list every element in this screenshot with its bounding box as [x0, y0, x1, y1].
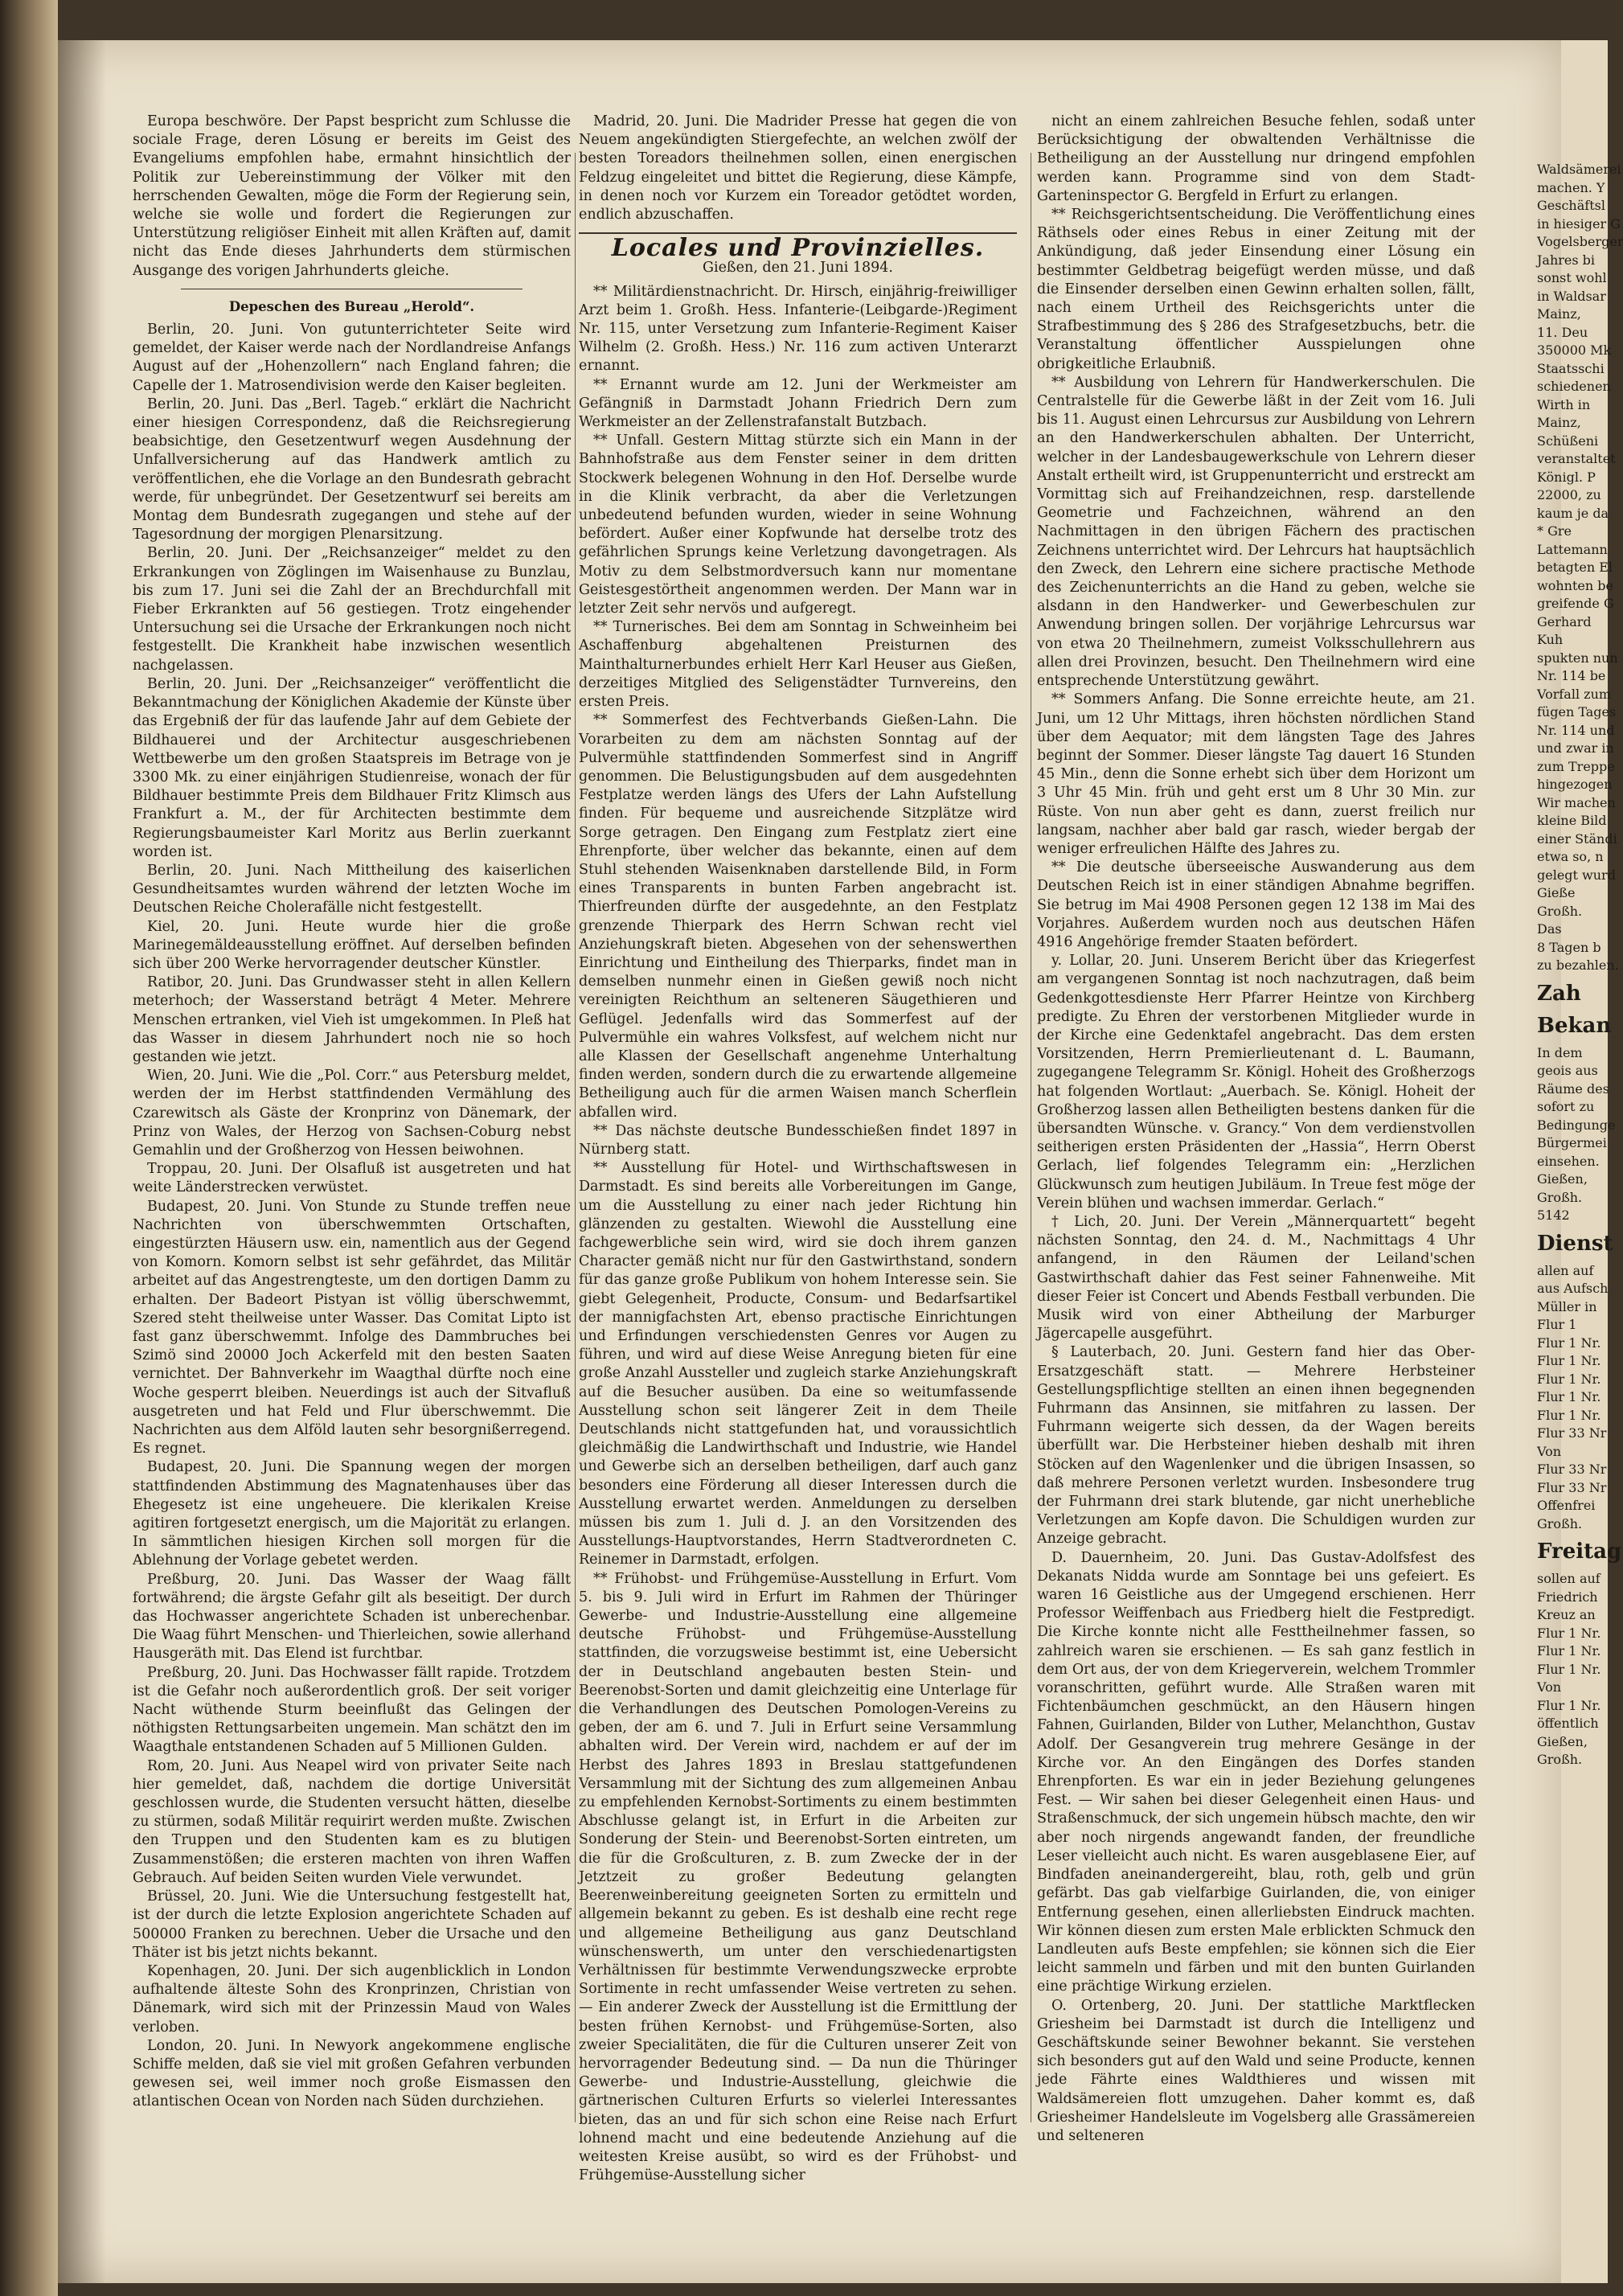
- fragment-line: Offenfrei: [1537, 1498, 1596, 1513]
- fragment-line: Nr. 114 und: [1537, 722, 1615, 738]
- fragment-line: Flur 1 Nr.: [1537, 1353, 1601, 1368]
- fragment-line: zum Treppe: [1537, 758, 1615, 774]
- fragment-line: Bekan: [1537, 1013, 1612, 1038]
- section-title: Locales und Provinzielles.: [611, 234, 985, 263]
- fragment-line: Lattemann: [1537, 541, 1608, 557]
- fragment-line: Freitag: [1537, 1540, 1622, 1564]
- fragment-line: kleine Bild: [1537, 813, 1607, 828]
- column-divider: [575, 153, 576, 2122]
- news-item: ** Das nächste deutsche Bundesschießen findet 1897 in Nürnberg statt.: [579, 1122, 1017, 1158]
- fragment-line: Flur 33 Nr: [1537, 1462, 1607, 1477]
- section-heading: Depeschen des Bureau „Herold“.: [228, 298, 475, 314]
- fragment-line: Friedrich: [1537, 1589, 1598, 1605]
- news-item: ** Militärdienstnachricht. Dr. Hirsch, einjährig-freiwilliger Arzt beim 1. Großh. Hess. Infanterie-(Leibgarde-)Regiment Nr. 115, unter Versetzung zum Infanterie-Regiment Kaiser Wilhelm (2. Großh. Hess.) Nr. 116 zum activen Unterarzt ernannt.: [579, 283, 1017, 375]
- fragment-line: Großh.: [1537, 1515, 1583, 1531]
- column-3: [1037, 113, 1475, 2146]
- dispatch-item: Madrid, 20. Juni. Die Madrider Presse hat gegen die von Neuem angekündigten Stiergefechte, an welchen zwölf der besten Toreadors theilnehmen sollen, einen energischen Feldzug eingeleitet und bittet die Regierung, diese Kämpfe, in denen noch vor Kurzem ein Toreador getödtet worden, endlich abzuschaffen.: [579, 113, 1017, 223]
- news-item: ** Ausstellung für Hotel- und Wirthschaftswesen in Darmstadt. Es sind bereits alle Vorbereitungen im Gange, um die Ausstellung zu einer nach jeder Richtung hin glänzenden zu gestalten. Wiewohl die Ausstellung eine fachgewerbliche sein wird, wird sie doch ihrem ganzen Character gemäß nicht nur für den Gastwirthstand, sondern für das ganze große Publikum von hohem Interesse sein. Sie giebt Gelegenheit, Producte, Consum- und Bedarfsartikel der mannigfachsten Art, ebenso practische Einrichtungen und Erfindungen verschiedensten Genres vor Augen zu führen, und wird auf diese Weise Anregung bieten für eine große Anzahl Aussteller und zugleich starke Anziehungskraft auf die Besucher ausüben. Da eine so weitumfassende Ausstellung schon seit längerer Zeit in dem Theile Deutschlands nicht stattgefunden hat, und voraussichtlich gleichmäßig die Landwirthschaft und Industrie, wie Handel und Gewerbe sich an derselben betheiligen, darf auch ganz besonders eine Förderung all dieser Interessen durch die Ausstellung erwartet werden. Anmeldungen zu derselben müssen bis zum 1. Juli d. J. an den Vorsitzenden des Ausstellungs-Hauptvorstandes, Herrn Stadtverordneten C. Reinemer in Darmstadt, erfolgen.: [579, 1160, 1017, 1568]
- fragment-line: spukten nun: [1537, 650, 1618, 666]
- news-item: ** Ernannt wurde am 12. Juni der Werkmeister am Gefängniß in Darmstadt Johann Friedrich Dern zum Werkmeister an der Zellenstrafanstalt Butzbach.: [579, 376, 1017, 431]
- gutter-shadow: [58, 40, 106, 2283]
- fragment-line: Flur 1 Nr.: [1537, 1625, 1601, 1641]
- news-item: ** Unfall. Gestern Mittag stürzte sich ein Mann in der Bahnhofstraße aus dem Fenster seiner in dem dritten Stockwerk belegenen Wohnung in den Hof. Derselbe wurde in die Klinik verbracht, da aber die Verletzungen unbedeutend befunden wurden, wieder in seine Wohnung befördert. Außer einer Kopfwunde hat derselbe trotz des gefährlichen Sprungs keine Verletzung davongetragen. Als Motiv zu dem Selbstmordversuch kann nur momentane Geistesgestörtheit angenommen werden. Der Mann war in letzter Zeit sehr nervös und aufgeregt.: [579, 433, 1017, 617]
- column-1: [133, 113, 571, 2112]
- fragment-line: Müller in: [1537, 1298, 1597, 1314]
- news-item: ** Sommerfest des Fechtverbands Gießen-Lahn. Die Vorarbeiten zu dem am nächsten Sonntag auf der Pulvermühle stattfindenden Sommerfest sind in Angriff genommen. Die Belustigungsbuden auf dem ausgedehnten Festplatze werden längs des Ufers der Lahn Aufstellung finden. Für bequeme und ausreichende Sitzplätze wird Sorge getragen. Den Eingang zum Festplatz ziert eine Ehrenpforte, über welcher das bekannte, einen auf dem Stuhl stehenden Waisenknaben darstellende Bild, in Form eines Transparents in bunten Farben angebracht ist. Thierfreunden dürfte der ausgedehnte, an den Festplatz grenzende Thierpark des Herrn Schwan recht viel Anziehungskraft bieten. Abgesehen von der sehenswerthen Einrichtung und Eintheilung des Thierparks, findet man in demselben nunmehr einen in Gießen gewiß noch nicht vereinigten Reichthum an selteneren Säugethieren und Geflügel. Jedenfalls wird das Sommerfest auf der Pulvermühle ein wahres Volksfest, auf welchem nicht nur alle Klassen der Gesellschaft angenehme Unterhaltung finden werden, sondern durch die zu erwartende allgemeine Betheiligung auch für die armen Waisen manch Scherflein abfallen wird.: [579, 712, 1017, 1121]
- fragment-line: zu bezahlen.: [1537, 957, 1619, 973]
- fragment-line: Flur 1 Nr.: [1537, 1335, 1601, 1351]
- news-item: ** Ausbildung von Lehrern für Handwerkerschulen. Die Centralstelle für die Gewerbe läßt in der Zeit vom 16. Juli bis 11. August einen Lehrcursus zur Ausbildung von Lehrern an den Handwerkerschulen abhalten. Der Unterricht, welcher in der Landesbaugewerkschule von Lehrern dieser Anstalt ertheilt wird, ist Gruppenunterricht und erstreckt am Vormittag sich auf Freihandzeichnen, resp. darstellende Geometrie und Fachzeichnen, während an den Nachmittagen in den übrigen Fächern des practischen Zeichnens unterrichtet wird. Der Lehrcurs hat hauptsächlich den Zweck, den Lehrern eine sichere practische Methode des Zeichenunterrichts an die Hand zu geben, welche sie alsdann in den Handwerker- und Gewerbeschulen zur Anwendung bringen sollen. Der vorjährige Lehrcursus war von etwa 20 Theilnehmern, zumeist Volksschullehrern aus allen drei Provinzen, besucht. Den Theilnehmern wird eine entsprechende Unterstützung gewährt.: [1037, 374, 1475, 690]
- fragment-line: hingezogen: [1537, 777, 1613, 792]
- fragment-line: Schüßeni: [1537, 433, 1599, 449]
- fragment-line: Bürgermei: [1537, 1135, 1607, 1150]
- dispatch-item: Preßburg, 20. Juni. Das Wasser der Waag fällt fortwährend; die ärgste Gefahr gilt als beseitigt. Der durch das Hochwasser angerichtete Schaden ist unberechenbar. Die Waag führt Menschen- und Thierleichen, sowie allerhand Hausgeräth mit. Das Elend ist furchtbar.: [133, 1571, 571, 1663]
- dispatch-item: Preßburg, 20. Juni. Das Hochwasser fällt rapide. Trotzdem ist die Gefahr noch außerordentlich groß. Der seit voriger Nacht wüthende Sturm beeinflußt das Gelingen der nöthigsten Rettungsarbeiten ungemein. Man schätzt den im Waagthale entstandenen Schaden auf 5 Millionen Gulden.: [133, 1664, 571, 1756]
- fragment-line: Flur 33 Nr: [1537, 1425, 1607, 1441]
- dispatch-item: London, 20. Juni. In Newyork angekommene englische Schiffe melden, daß sie viel mit großen Gefahren verbunden gewesen sei, weil immer noch große Eismassen den atlantischen Ocean von Norden nach Süden durchziehen.: [133, 2037, 571, 2110]
- article-text: Europa beschwöre. Der Papst bespricht zum Schlusse die sociale Frage, deren Lösung er bereits im Geist des Evangeliums empfohlen habe, ermahnt hinsichtlich der Politik zur Uebereinstimmung der Völker mit den herrschenden Gewalten, möge die Form der Regierung sein, welche sie wolle und fordert die Regierungen zur Unterstützung religiöser Einheit mit allen Kräften auf, damit nicht das Ende dieses Jahrhunderts dem stürmischen Ausgange des vorigen Jahrhunderts gleiche.: [133, 113, 571, 279]
- fragment-line: Das: [1537, 921, 1562, 937]
- news-item: § Lauterbach, 20. Juni. Gestern fand hier das Ober-Ersatzgeschäft statt. — Mehrere Herbsteiner Gestellungspflichtige stellten an einen ihnen begegnenden Fuhrmann das Ansinnen, sie mitfahren zu lassen. Der Fuhrmann weigerte sich dessen, da der Wagen bereits überfüllt war. Die Herbsteiner hieben deshalb mit ihren Stöcken auf den Wagenlenker und die übrigen Insassen, so daß mehrere Personen verletzt wurden. Insbesondere trug der Fuhrmann drei stark blutende, gar nicht unerhebliche Verletzungen am Kopfe davon. Die Schuldigen wurden zur Anzeige gebracht.: [1037, 1344, 1475, 1548]
- dispatch-item: Kopenhagen, 20. Juni. Der sich augenblicklich in London aufhaltende älteste Sohn des Kronprinzen, Christian von Dänemark, wird sich mit der Prinzessin Maud von Wales verloben.: [133, 1962, 571, 2036]
- fragment-line: Gießen,: [1537, 1733, 1588, 1749]
- fragment-line: 8 Tagen b: [1537, 939, 1601, 955]
- fragment-line: 22000, zu: [1537, 487, 1601, 502]
- dispatch-item: Ratibor, 20. Juni. Das Grundwasser steht in allen Kellern meterhoch; der Wasserstand beträgt 4 Meter. Mehrere Menschen ertranken, viel Vieh ist umgekommen. In Pleß hat das Wasser in diesem Jahrhundert noch nie so hoch gestanden wie jetzt.: [133, 974, 571, 1065]
- dateline: Gießen, den 21. Juni 1894.: [703, 260, 893, 277]
- book-fore-edge: [0, 0, 58, 2296]
- fragment-line: Flur 1 Nr.: [1537, 1661, 1601, 1677]
- fragment-line: gelegt wurd: [1537, 867, 1616, 883]
- local-news-list: [1037, 113, 1475, 2146]
- fragment-line: Von: [1537, 1443, 1562, 1459]
- fragment-line: wohnten be: [1537, 577, 1613, 593]
- fragment-line: Vogelsberger: [1537, 234, 1623, 249]
- fragment-line: * Gre: [1537, 523, 1572, 539]
- fragment-line: Kuh: [1537, 632, 1564, 647]
- fragment-line: etwa so, n: [1537, 849, 1604, 864]
- fragment-line: veranstaltet: [1537, 451, 1616, 466]
- local-news-list: [579, 283, 1017, 2186]
- news-item: D. Dauernheim, 20. Juni. Das Gustav-Adolfsfest des Dekanats Nidda wurde am Sonntage bei uns gefeiert. Es waren 16 Geistliche aus der Umgegend erschienen. Herr Professor Weiffenbach aus Friedberg hielt die Festpredigt. Die Kirche konnte nicht alle Festtheilnehmer fassen, so zahlreich waren sie erschienen. — Es sah ganz festlich in dem Ort aus, der von dem Kriegerverein, welchem Trommler voranschritten, geführt wurde. Alle Straßen waren mit Fichtenbäumchen geschmückt, an den Häusern hingen Fahnen, Guirlanden, Bilder von Luther, Melanchthon, Gustav Adolf. Der Gesangverein trug mehrere Gesänge in der Kirche vor. An den Eingängen des Dorfes standen Ehrenpforten. Es war ein in jeder Beziehung gelungenes Fest. — Wir sahen bei dieser Gelegenheit einen Haus- und Straßenschmuck, der sich ungemein hübsch machte, den wir aber noch nirgends angewandt fanden, der freundliche Leser vielleicht auch nicht. Es waren ausgeblasene Eier, auf Bindfaden aneinandergereiht, blau, roth, gelb und grün gefärbt. Das gab vielfarbige Guirlanden, die, von einiger Entfernung gesehen, einen allerliebsten Eindruck machten. Wir können diesen zum ersten Male erblickten Schmuck den Landleuten aufs Beste empfehlen; sie können sich die Eier leicht sammeln und färben und mit den bunten Guirlanden eine prächtige Wirkung erzielen.: [1037, 1549, 1475, 1995]
- fragment-line: aus Aufsch: [1537, 1281, 1609, 1296]
- news-item: ** Reichsgerichtsentscheidung. Die Veröffentlichung eines Räthsels oder eines Rebus in einer Zeitung mit der Ankündigung, daß jeder Einsendung einer Lösung ein bestimmter Geldbetrag beigefügt werden müsse, und daß die Einsender derselben einen Gewinn erhalten sollen, fällt, nach einem Urtheil des Reichsgerichts unter die Strafbestimmung des § 286 des Strafgesetzbuchs, betr. die Veranstaltung öffentlicher Ausspielungen ohne obrigkeitliche Erlaubniß.: [1037, 207, 1475, 372]
- dispatch-item: Budapest, 20. Juni. Von Stunde zu Stunde treffen neue Nachrichten von überschwemmten Ortschaften, eingestürzten Häusern usw. ein, namentlich aus der Gegend von Komorn. Komorn selbst ist sehr gefährdet, das Militär arbeitet auf das Angestrengteste, um den dortigen Damm zu erhalten. Der Badeort Pistyan ist völlig überschwemmt, Szered steht theilweise unter Wasser. Das Comitat Lipto ist fast ganz überschwemmt. Infolge des Dammbruches bei Szimö sind 20000 Joch Ackerfeld mit den besten Saaten vernichtet. Der Bahnverkehr im Waagthal dürfte noch eine Woche gesperrt bleiben. Neuerdings ist auch der Sitvafluß ausgetreten und hat Feld und Flur überschwemmt. Die Nachrichten aus dem Alföld lauten sehr besorgnißerregend. Es regnet.: [133, 1198, 571, 1458]
- fragment-line: machen. Y: [1537, 179, 1605, 195]
- dispatch-item: Troppau, 20. Juni. Der Olsafluß ist ausgetreten und hat weite Länderstrecken verwüstet.: [133, 1161, 571, 1196]
- fragment-line: Waldsämerei: [1537, 162, 1621, 177]
- dispatch-item: Rom, 20. Juni. Aus Neapel wird von privater Seite nach hier gemeldet, daß, nachdem die dortige Universität geschlossen wurde, die Studenten versucht hätten, dieselbe zu stürmen, sodaß Militär requirirt werden mußte. Zwischen den Truppen und den Studenten kam es zu blutigen Zusammenstößen; die ersteren machten von ihren Waffen Gebrauch. Auf beiden Seiten wurden Viele verwundet.: [133, 1757, 571, 1886]
- dispatch-item: Wien, 20. Juni. Wie die „Pol. Corr.“ aus Petersburg meldet, werden der im Herbst stattfindenden Vermählung des Czarewitsch als Gäste der Kronprinz von Dänemark, der Prinz von Wales, der Herzog von Sachsen-Coburg nebst Gemahlin und der Großherzog von Hessen beiwohnen.: [133, 1068, 571, 1158]
- dispatch-item: Berlin, 20. Juni. Von gutunterrichteter Seite wird gemeldet, der Kaiser werde nach der Nordlandreise Anfangs August auf der „Hohenzollern“ nach England fahren; die Capelle der 1. Matrosendivision werde den Kaiser begleiten.: [133, 322, 571, 394]
- fragment-line: und zwar in: [1537, 740, 1614, 756]
- fragment-line: Flur 1 Nr.: [1537, 1643, 1601, 1658]
- fragment-line: Staatsschi: [1537, 360, 1605, 376]
- fragment-line: Kreuz an: [1537, 1607, 1596, 1622]
- news-item: ** Sommers Anfang. Die Sonne erreichte heute, am 21. Juni, um 12 Uhr Mittags, ihren höchsten nördlichen Stand über dem Aequator; mit dem längsten Tage des Jahres beginnt der Sommer. Dieser längste Tag dauert 16 Stunden 45 Min., denn die Sonne erhebt sich über dem Horizont um 3 Uhr 45 Min. früh und geht erst um 8 Uhr 30 Min. zur Rüste. Von nun aber geht es dann, zuerst freilich nur langsam, nachher aber bald gar rasch, wieder bergab der weniger erfreulichen Hälfte des Jahres zu.: [1037, 691, 1475, 857]
- news-item: nicht an einem zahlreichen Besuche fehlen, sodaß unter Berücksichtigung der obwaltenden Verhältnisse die Betheiligung an der Ausstellung nur dringend empfohlen werden kann. Programme sind von dem Stadt-Garteninspector G. Bergfeld in Erfurt zu erlangen.: [1037, 113, 1475, 204]
- news-item: y. Lollar, 20. Juni. Unserem Bericht über das Kriegerfest am vergangenen Sonntag ist noch nachzutragen, daß beim Gedenkgottesdienste Herr Pfarrer Heintze von Kirchberg predigte. Zu Ehren der verstorbenen Mitglieder wurde in der Kirche eine Gedenktafel angebracht. Das dem ersten Vorsitzenden, Herrn Premierlieutenant d. L. Baumann, zugegangene Telegramm Sr. Königl. Hoheit des Großherzogs hat folgenden Wortlaut: „Auerbach. Se. Königl. Hoheit der Großherzog lassen allen Betheiligten bestens danken für die übersandten Wünsche. v. Grancy.“ Von dem verdienstvollen seitherigen ersten Präsidenten der „Hassia“, Herrn Oberst Gerlach, lief folgendes Telegramm ein: „Herzlichen Glückwunsch zum heutigen Jubiläum. In Treue fest möge der Verein blühen und wachsen immerdar. Gerlach.“: [1037, 953, 1475, 1212]
- fragment-line: Flur 1: [1537, 1317, 1577, 1332]
- fragment-line: in hiesiger G: [1537, 215, 1621, 232]
- fragment-line: Mainz,: [1537, 306, 1581, 322]
- fragment-line: Mainz,: [1537, 415, 1581, 430]
- news-item: ** Turnerisches. Bei dem am Sonntag in Schweinheim bei Aschaffenburg abgehaltenen Preisturnen des Mainthalturnerbundes erhielt Herr Karl Heuser aus Gießen, derzeitiges Mitglied des Seligenstädter Turnvereins, den ersten Preis.: [579, 619, 1017, 711]
- fragment-line: öffentlich: [1537, 1716, 1599, 1731]
- fragment-line: Königl. P: [1537, 469, 1596, 485]
- fragment-line: Bedingunge: [1537, 1117, 1616, 1133]
- fragment-line: einer Ständi: [1537, 830, 1617, 847]
- news-item: ** Frühobst- und Frühgemüse-Ausstellung in Erfurt. Vom 5. bis 9. Juli wird in Erfurt im Rahmen der Thüringer Gewerbe- und Industrie-Ausstellung eine allgemeine deutsche Frühobst- und Frühgemüse-Ausstellung stattfinden, die vorzugsweise bestimmt ist, eine Uebersicht der in Deutschland angebauten besten Stein- und Beerenobst-Sorten und damit gleichzeitig eine Unterlage für die Verhandlungen des Deutschen Pomologen-Vereins zu geben, der am 6. und 7. Juli in Erfurt seine Versammlung abhalten wird. Der Verein wird, nachdem er auf der im Herbst des Jahres 1893 in Breslau stattgefundenen Versammlung mit der Sichtung des zum allgemeinen Anbau zu empfehlenden Kernobst-Sortiments zu einem bestimmten Abschlusse gelangt ist, in Erfurt in die Arbeiten zur Sonderung der Stein- und Beerenobst-Sorten eintreten, um die für die Großculturen, z. B. zum Zwecke der in der Jetztzeit zu großer Bedeutung gelangten Beerenweinbereitung geeigneten Sorten zu ermitteln und allgemein bekannt zu geben. Es ist deshalb eine recht rege und allgemeine Betheiligung aus ganz Deutschland wünschenswerth, um unter den verschiedenartigsten Verhältnissen für bestimmte Verwendungszwecke erprobte Sortimente in recht umfassender Weise vertreten zu sehen. — Ein anderer Zweck der Ausstellung ist die Ermittlung der besten frühen Kernobst- und Frühgemüse-Sorten, also zweier Specialitäten, die für die Culturen unserer Zeit von hervorragender Bedeutung sind. — Da nun die Thüringer Gewerbe- und Industrie-Ausstellung, gleichwie die gärtnerischen Culturen Erfurts so vielerlei Interessantes bieten, das an und für sich schon eine Reise nach Erfurt lohnend macht und eine bedeutende Anziehung auf die weitesten Kreise ausübt, so wird es der Frühobst- und Frühgemüse-Ausstellung sicher: [579, 1570, 1017, 2184]
- next-page-fragment: [1537, 161, 1623, 1769]
- fragment-line: Vorfall zum: [1537, 686, 1612, 702]
- fragment-line: sollen auf: [1537, 1571, 1600, 1586]
- news-item: O. Ortenberg, 20. Juni. Der stattliche Marktflecken Griesheim bei Darmstadt ist durch die Intelligenz und Geschäftskunde seiner Bewohner bekannt. Sie verstehen sich besonders gut auf den Wald und seine Producte, kennen jede Fährte eines Waldthieres und wissen mit Waldsämereien flott umzugehen. Daher kommt es, daß Griesheimer Handelsleute im Vogelsberg alle Grassämereien und selteneren: [1037, 1997, 1475, 2144]
- fragment-line: in Waldsar: [1537, 288, 1606, 304]
- fragment-line: Flur 33 Nr: [1537, 1479, 1607, 1495]
- fragment-line: Großh.: [1537, 1752, 1583, 1767]
- dispatch-item: Berlin, 20. Juni. Nach Mittheilung des kaiserlichen Gesundheitsamtes wurden während der letzten Woche im Deutschen Reiche Cholerafälle nicht festgestellt.: [133, 862, 571, 916]
- fragment-line: allen auf: [1537, 1262, 1594, 1278]
- fragment-line: 5142: [1537, 1207, 1570, 1223]
- fragment-line: Flur 1 Nr.: [1537, 1407, 1601, 1423]
- fragment-line: Dienst: [1537, 1231, 1613, 1256]
- fragment-line: geois aus: [1537, 1063, 1598, 1078]
- fragment-line: einsehen.: [1537, 1153, 1600, 1169]
- fragment-line: Großh.: [1537, 903, 1583, 919]
- fragment-line: Nr. 114 be: [1537, 668, 1606, 683]
- fragment-line: Flur 1 Nr.: [1537, 1389, 1601, 1404]
- fragment-line: Räume des: [1537, 1080, 1609, 1097]
- dispatch-item: Kiel, 20. Juni. Heute wurde hier die große Marinegemäldeausstellung eröffnet. Auf derselben befinden sich über 200 Werke hervorragender deutscher Künstler.: [133, 918, 571, 972]
- fragment-line: In dem: [1537, 1044, 1583, 1060]
- column-2: [579, 113, 1017, 2185]
- fragment-line: 11. Deu: [1537, 324, 1588, 340]
- fragment-line: sonst wohl: [1537, 270, 1607, 285]
- fragment-line: Von: [1537, 1679, 1562, 1695]
- fragment-line: Flur 1 Nr.: [1537, 1697, 1601, 1713]
- dispatch-item: Brüssel, 20. Juni. Wie die Untersuchung festgestellt hat, ist der durch die letzte Explosion angerichtete Schaden auf 500000 Franken zu berechnen. Ueber die Ursache und den Thäter ist bis jetzt nichts bekannt.: [133, 1888, 571, 1961]
- dispatch-item: Berlin, 20. Juni. Der „Reichsanzeiger“ veröffentlicht die Bekanntmachung der Königlichen Akademie der Künste über das Ergebniß der für das laufende Jahr auf dem Gebiete der Bildhauerei und der Architectur ausgeschriebenen Wettbewerbe um den großen Staatspreis im Betrage von je 3300 Mk. zu einer einjährigen Studienreise, wonach der für Bildhauer bestimmte Preis dem Bildhauer Fritz Klimsch aus Frankfurt a. M., der für Architecten bestimmte dem Regierungsbaumeister Karl Moritz aus Berlin zuerkannt worden ist.: [133, 675, 571, 860]
- dispatch-item: Budapest, 20. Juni. Die Spannung wegen der morgen stattfindenden Abstimmung des Magnatenhauses über das Ehegesetz ist eine ungeheuere. Die klerikalen Kreise agitiren fortgesetzt energisch, um die Majorität zu erlangen. In sämmtlichen hiesigen Kirchen soll morgen für die Ablehnung der Vorlage gebetet werden.: [133, 1459, 571, 1569]
- fragment-line: Gerhard: [1537, 613, 1592, 629]
- fragment-line: betagten El: [1537, 560, 1613, 575]
- fragment-line: Zah: [1537, 981, 1581, 1006]
- news-item: † Lich, 20. Juni. Der Verein „Männerquartett“ begeht nächsten Sonntag, den 24. d. M., Nachmittags 4 Uhr anfangend, in den Räumen der Leiland'schen Gastwirthschaft dahier das Fest seiner Fahnenweihe. Mit dieser Feier ist Concert und Abends Festball verbunden. Die Musik wird von einer Abtheilung der Marburger Jägercapelle ausgeführt.: [1037, 1213, 1475, 1343]
- news-item: ** Die deutsche überseeische Auswanderung aus dem Deutschen Reich ist in einer ständigen Abnahme begriffen. Sie betrug im Mai 4908 Personen gegen 12 138 im Mai des Vorjahres. Außerdem wurden noch aus deutschen Häfen 4916 Angehörige fremder Staaten befördert.: [1037, 859, 1475, 950]
- fragment-line: Gießen,: [1537, 1171, 1588, 1187]
- dispatch-item: Berlin, 20. Juni. Das „Berl. Tageb.“ erklärt die Nachricht einer hiesigen Correspondenz, daß die Reichsregierung beabsichtige, den Gesetzentwurf wegen Ausdehnung der Unfallversicherung auf das Handwerk amtlich zu veröffentlichen, ehe die Vorlage an den Bundesrath gebracht werde, für unbegründet. Der Gesetzentwurf sei bereits am Montag dem Bundesrath zugegangen und stehe auf der Tagesordnung der morgigen Plenarsitzung.: [133, 396, 571, 543]
- dispatch-list: [133, 321, 571, 2112]
- fragment-line: kaum je da: [1537, 505, 1609, 521]
- fragment-line: Flur 1 Nr.: [1537, 1371, 1601, 1387]
- fragment-line: Großh.: [1537, 1189, 1583, 1205]
- fragment-line: greifende G: [1537, 596, 1614, 611]
- fragment-line: Wir machen: [1537, 794, 1616, 810]
- fragment-line: Geschäftsl: [1537, 198, 1605, 213]
- fragment-line: schiedenen: [1537, 379, 1611, 394]
- fragment-line: Wirth in: [1537, 396, 1591, 412]
- fragment-line: Jahres bi: [1537, 252, 1596, 268]
- fragment-line: Gieße: [1537, 885, 1576, 900]
- fragment-line: 350000 Mk: [1537, 342, 1612, 358]
- fragment-line: sofort zu: [1537, 1099, 1595, 1114]
- dispatch-item: Berlin, 20. Juni. Der „Reichsanzeiger“ meldet zu den Erkrankungen von Zöglingen im Waisenhause zu Bunzlau, bis zum 17. Juni sei die Zahl der an Brechdurchfall mit Fieber Erkrankten auf 56 gestiegen. Trotz eingehender Untersuchung sei die Ursache der Erkrankungen noch nicht festgestellt. Die Krankheit habe inzwischen wesentlich nachgelassen.: [133, 545, 571, 674]
- fragment-line: fügen Tages: [1537, 704, 1617, 720]
